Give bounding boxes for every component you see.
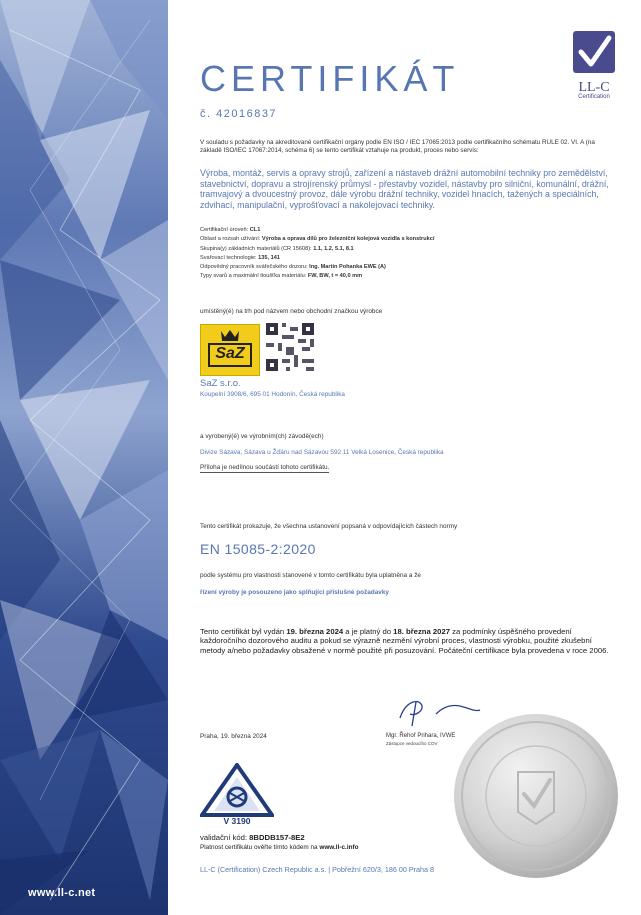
website-url: www.ll-c.net xyxy=(28,887,96,899)
footer-address: LL-C (Certification) Czech Republic a.s. | Pobřežní 620/3, 186 00 Praha 8 xyxy=(200,865,434,874)
checkmark-logo-icon xyxy=(571,30,617,74)
company-name: SaZ s.r.o. xyxy=(200,378,241,389)
validation-line: validační kód: 8BDDB157-8E2 xyxy=(200,833,305,842)
certification-seal xyxy=(452,712,620,880)
place-date: Praha, 19. března 2024 xyxy=(200,733,267,740)
accreditation-triangle-icon xyxy=(200,763,274,817)
field-row: Odpovědný pracovník svářečského dozoru: Ing. Martin Pohanka EWE (A) xyxy=(200,264,386,271)
placed-label: umístěný(é) na trh pod názvem nebo obchodní značkou výrobce xyxy=(200,308,383,315)
field-row: Oblast a rozsah užívání: Výroba a oprava dílů pro železniční kolejová vozidla s konstrukcí xyxy=(200,236,435,243)
qr-code-icon xyxy=(266,323,314,371)
scope-text: Výroba, montáž, servis a opravy strojů, zařízení a nástaveb drážní automobilní techniky pro zemědělství, stavebnictví, dopravu a strojírenský průmysl - přestavby vozidel, nástavby pro silniční, komunální, drážní, tramvajový a dvoucestný provoz, dále výrobu drážní techniky, vozidel hnacích, tažených a speciálních, zdvihací, manipulační, vyprošťovací a nakolejovací techniky. xyxy=(200,168,609,210)
validation-check-line: Platnost certifikátu ověřte tímto kódem na www.ll-c.info xyxy=(200,844,359,851)
certificate-title: CERTIFIKÁT xyxy=(200,58,460,99)
field-row: Typy svarů a maximální tloušťka materiálu: FW, BW, t = 40,0 mm xyxy=(200,273,363,280)
validation-site[interactable]: www.ll-c.info xyxy=(319,844,359,851)
validity-text: Tento certifikát byl vydán 19. března 2024 a je platný do 18. března 2027 za podmínky úspěšného provedení každoročního dozorového auditu a pokud se výrazně nezmění výrobní proces, vlastnosti výrobku, použité zkušební metody a/nebo požadavky obsažené v normě použité při posuzování. Počáteční certifikace byla provedena v roce 2006. xyxy=(200,627,609,655)
qr-code xyxy=(266,323,314,371)
crystal-pattern xyxy=(0,0,168,915)
annex-note: Příloha je nedílnou součástí tohoto certifikátu. xyxy=(200,464,330,471)
produced-label: a vyrobený(é) ve výrobním(ch) závodě(ech) xyxy=(200,433,324,440)
saz-logo-text: SaZ xyxy=(215,345,245,362)
seal-icon xyxy=(452,712,620,880)
saz-logo xyxy=(200,324,260,376)
field-row: Certifikační úroveň: CL1 xyxy=(200,227,261,233)
proves-text: Tento certifikát prokazuje, že všechna ustanovení popsaná v odpovídajících částech normy xyxy=(200,523,458,530)
signer-name: Mgr. Řehoř Prihara, IVWE xyxy=(386,733,456,739)
llc-logo xyxy=(571,30,617,100)
accreditation-code: V 3190 xyxy=(223,816,251,826)
decorative-sidebar xyxy=(0,0,168,915)
intro-text: V souladu s požadavky na akreditované certifikační orgány podle EN ISO / IEC 17065:2013 podle certifikačního schématu RULE 02. VI. A (na základě ISO/IEC 17067:2014, schéma 6) se tento certifikát vztahuje na produkt, proces nebo servis: xyxy=(200,139,595,154)
validation-code: 8BDDB157-8E2 xyxy=(249,833,305,842)
signer-role: Zástupce vedoucího COV xyxy=(386,741,438,746)
company-address: Koupelní 3908/6, 695 01 Hodonín, Česká republika xyxy=(200,391,345,398)
standard-name: EN 15085-2:2020 xyxy=(200,541,316,557)
logo-name: LL-C xyxy=(578,80,610,95)
accreditation-mark xyxy=(200,763,274,827)
system-text: podle systému pro vlastnosti stanovené v tomto certifikátu byla uplatněna a že xyxy=(200,572,421,579)
field-row: Skupina(y) základních materiálů (CR 15608): 1.1, 1.2, 5.1, 8.1 xyxy=(200,245,354,252)
logo-sub: Certification xyxy=(578,94,610,100)
control-text: řízení výroby je posouzeno jako splňující příslušné požadavky xyxy=(200,589,389,596)
certificate-fields xyxy=(200,226,620,282)
certificate-number: č. 42016837 xyxy=(200,108,278,120)
plant-address: Divize Sázava, Sázava u Žďáru nad Sázavou 592 11 Velká Losenice, Česká republika xyxy=(200,449,444,456)
field-row: Svařovací technologie: 135, 141 xyxy=(200,254,280,261)
